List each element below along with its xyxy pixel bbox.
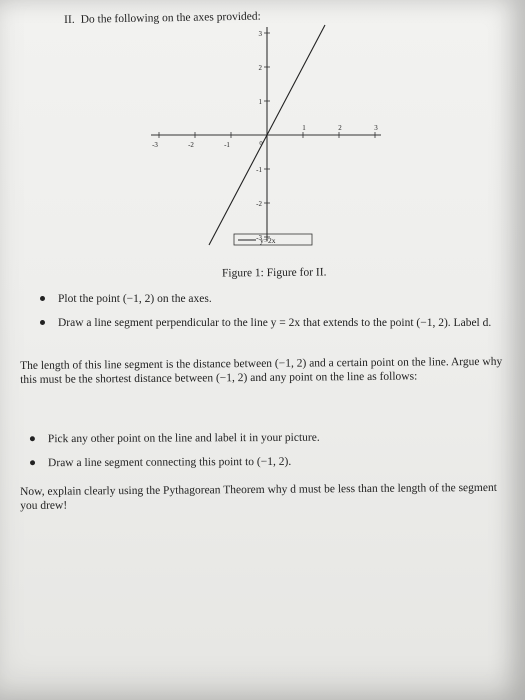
bullet-text: Pick any other point on the line and label it in your picture. (47, 431, 320, 446)
bullet-list-2 (26, 430, 506, 481)
paragraph-distance: The length of this line segment is the distance between (−1, 2) and a certain point on the line. Argue why this must be the shortest distance between (−1, 2) and any point on the line as follows: (20, 355, 503, 386)
bullet-item (26, 454, 506, 471)
bullet-text: Plot the point (−1, 2) on the axes. (58, 293, 212, 305)
paragraph-pythagorean: Now, explain clearly using the Pythagorean Theorem why d must be less than the length of the segment you drew! (20, 481, 497, 512)
x-tick-label: -1 (224, 141, 230, 149)
x-tick-label: 2 (338, 124, 342, 132)
bullet-item (26, 430, 506, 447)
bullet-dot (40, 320, 45, 325)
bullet-item (36, 292, 506, 306)
bullet-dot (40, 296, 45, 301)
x-tick-label: 3 (374, 124, 378, 132)
y-tick-label: 2 (258, 64, 262, 72)
axes-figure (130, 28, 390, 258)
problem-header (64, 11, 261, 26)
problem-number: II. (64, 13, 75, 26)
problem-instruction: Do the following on the axes provided: (80, 10, 261, 26)
axes-layer (151, 25, 381, 245)
y-tick-label: -3 (256, 234, 262, 242)
x-tick-label: -3 (152, 141, 158, 149)
y-tick-label: 3 (258, 30, 262, 38)
legend-label: y=2x (260, 236, 276, 245)
bullet-item (36, 316, 506, 330)
x-tick-label: 1 (302, 124, 306, 132)
bullet-text: Draw a line segment perpendicular to the line y = 2x that extends to the point (−1, 2). Label d. (58, 317, 492, 329)
bullet-dot (30, 436, 35, 441)
bullet-list-1 (36, 292, 506, 340)
x-tick-label: -2 (188, 141, 194, 149)
y-tick-label: -2 (256, 200, 262, 208)
origin-label: 0 (259, 140, 263, 147)
bullet-text: Draw a line segment connecting this point to (−1, 2). (48, 455, 292, 470)
y-tick-label: -1 (256, 166, 262, 174)
bullet-dot (30, 460, 35, 465)
figure-caption: Figure 1: Figure for II. (221, 266, 327, 280)
y-tick-label: 1 (258, 98, 262, 106)
